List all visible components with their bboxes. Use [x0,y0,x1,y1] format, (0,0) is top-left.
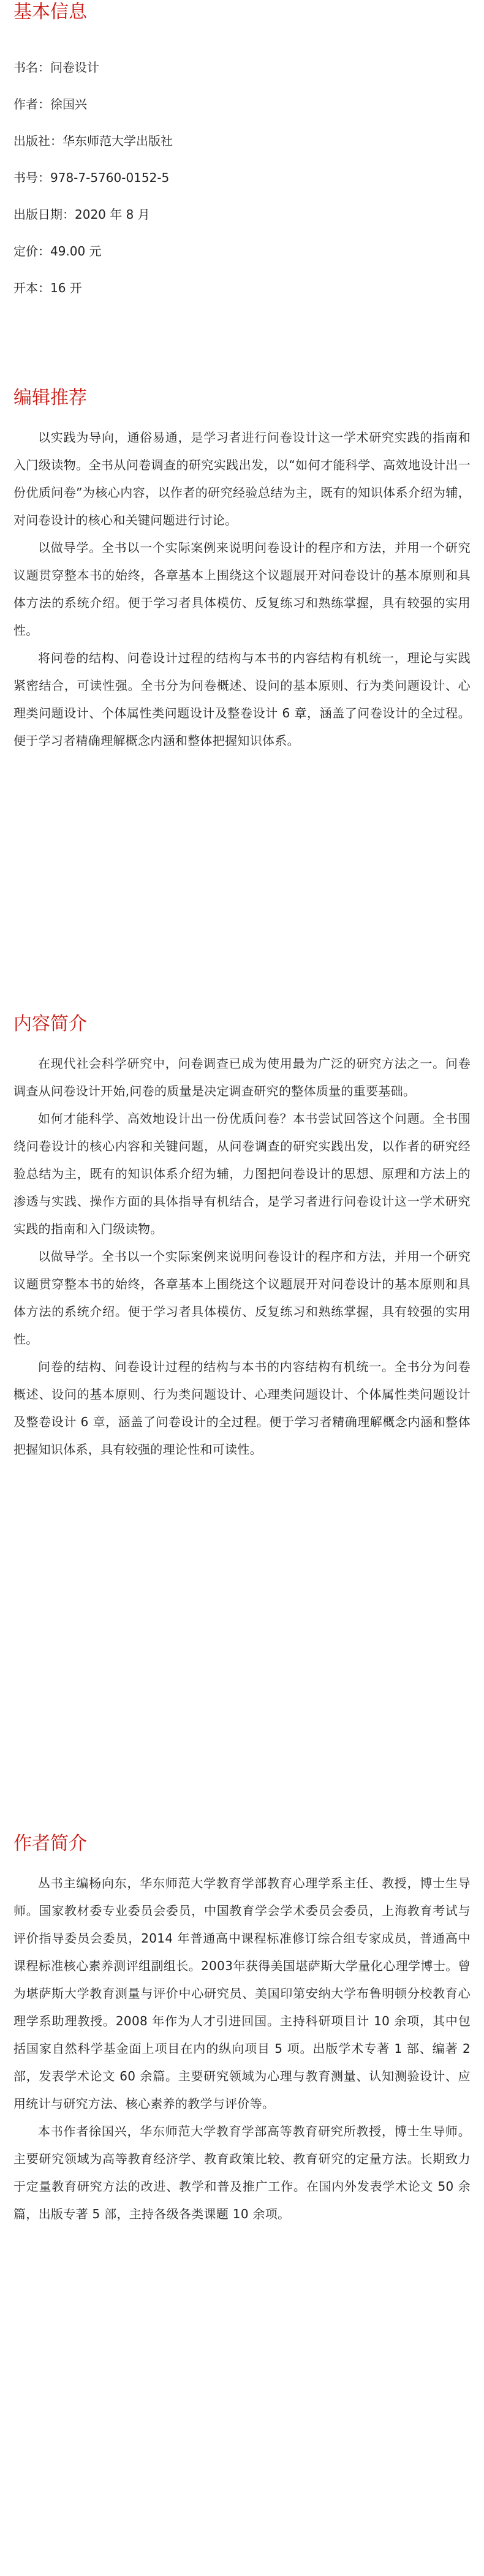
content-summary-paragraph: 如何才能科学、高效地设计出一份优质问卷？本书尝试回答这个问题。全书围绕问卷设计的核心内容和关键问题，从问卷调查的研究实践出发，以作者的研究经验总结为主，既有的知识体系介绍为辅，力图把问卷设计的思想、原理和方法上的渗透与实践、操作方面的具体指导有机结合，是学习者进行问卷设计这一学术研究实践的指南和入门级读物。 [13,1111,471,1236]
content-summary-paragraph: 以做导学。全书以一个实际案例来说明问卷设计的程序和方法，并用一个研究议题贯穿整本书的始终，各章基本上围绕这个议题展开对问卷设计的基本原则和具体方法的系统介绍。便于学习者具体模仿、反复练习和熟练掌握，具有较强的实用性。 [13,1249,471,1347]
editor-recommendation-paragraph: 以实践为导向，通俗易通，是学习者进行问卷设计这一学术研究实践的指南和入门级读物。全书从问卷调查的研究实践出发，以“如何才能科学、高效地设计出一份优质问卷”为核心内容，以作者的研究经验总结为主，既有的知识体系介绍为辅，对问卷设计的核心和关键问题进行讨论。 [13,430,471,527]
content-summary-body [13,1050,471,1464]
publisher-row: 出版社：华东师范大学出版社 [13,134,173,148]
basic-info-heading: 基本信息 [13,1,87,23]
book-title-row: 书名：问卷设计 [13,60,99,75]
author-intro-heading: 作者简介 [13,1833,87,1854]
content-summary-section [13,1012,471,1464]
basic-info-list [13,49,471,306]
content-summary-heading: 内容简介 [13,1013,87,1035]
editor-recommendation-body [13,424,471,755]
editor-recommendation-paragraph: 将问卷的结构、问卷设计过程的结构与本书的内容结构有机统一，理论与实践紧密结合，可读性强。全书分为问卷概述、设问的基本原则、行为类问题设计、心理类问题设计、个体属性类问题设计及整卷设计 6 章，涵盖了问卷设计的全过程。便于学习者精确理解概念内涵和整体把握知识体系。 [13,651,471,748]
author-intro-paragraph: 丛书主编杨向东，华东师范大学教育学部教育心理学系主任、教授，博士生导师。国家教材委专业委员会委员，中国教育学会学术委员会委员，上海教育考试与评价指导委员会委员，2014 年普通高中课程标准修订综合组专家成员，普通高中课程标准核心素养测评组副组长。2003年获得美国堪萨斯大学量化心理学博士。曾为堪萨斯大学教育测量与评价中心研究员、美国印第安纳大学布鲁明顿分校教育心理学系助理教授。2008 年作为人才引进回国。主持科研项目计 10 余项，其中包括国家自然科学基金面上项目在内的纵向项目 5 项。出版学术专著 1 部、编著 2 部，发表学术论文 60 余篇。主要研究领域为心理与教育测量、认知测验设计、应用统计与研究方法、核心素养的教学与评价等。 [13,1876,471,2111]
author-intro-body [13,1870,471,2228]
content-summary-paragraph: 在现代社会科学研究中，问卷调查已成为使用最为广泛的研究方法之一。问卷调查从问卷设计开始,问卷的质量是决定调查研究的整体质量的重要基础。 [13,1056,471,1098]
author-row: 作者：徐国兴 [13,97,87,111]
isbn-row: 书号：978-7-5760-0152-5 [13,170,170,185]
author-intro-section [13,1832,471,2228]
editor-recommendation-heading: 编辑推荐 [13,387,87,409]
content-summary-paragraph: 问卷的结构、问卷设计过程的结构与本书的内容结构有机统一。全书分为问卷概述、设问的基本原则、行为类问题设计、心理类问题设计、个体属性类问题设计及整卷设计 6 章，涵盖了问卷设计的全过程。便于学习者精确理解概念内涵和整体把握知识体系，具有较强的理论性和可读性。 [13,1359,471,1457]
basic-info-section [13,0,471,306]
price-row: 定价：49.00 元 [13,244,102,259]
publish-date-row: 出版日期：2020 年 8 月 [13,207,150,222]
editor-recommendation-section [13,386,471,755]
author-intro-paragraph: 本书作者徐国兴，华东师范大学教育学部高等教育研究所教授，博士生导师。主要研究领域为高等教育经济学、教育政策比较、教育研究的定量方法。长期致力于定量教育研究方法的改进、教学和普及推广工作。在国内外发表学术论文 50 余篇，出版专著 5 部，主持各级各类课题 10 余项。 [13,2124,471,2221]
editor-recommendation-paragraph: 以做导学。全书以一个实际案例来说明问卷设计的程序和方法，并用一个研究议题贯穿整本书的始终，各章基本上围绕这个议题展开对问卷设计的基本原则和具体方法的系统介绍。便于学习者具体模仿、反复练习和熟练掌握，具有较强的实用性。 [13,540,471,638]
format-row: 开本：16 开 [13,281,82,295]
